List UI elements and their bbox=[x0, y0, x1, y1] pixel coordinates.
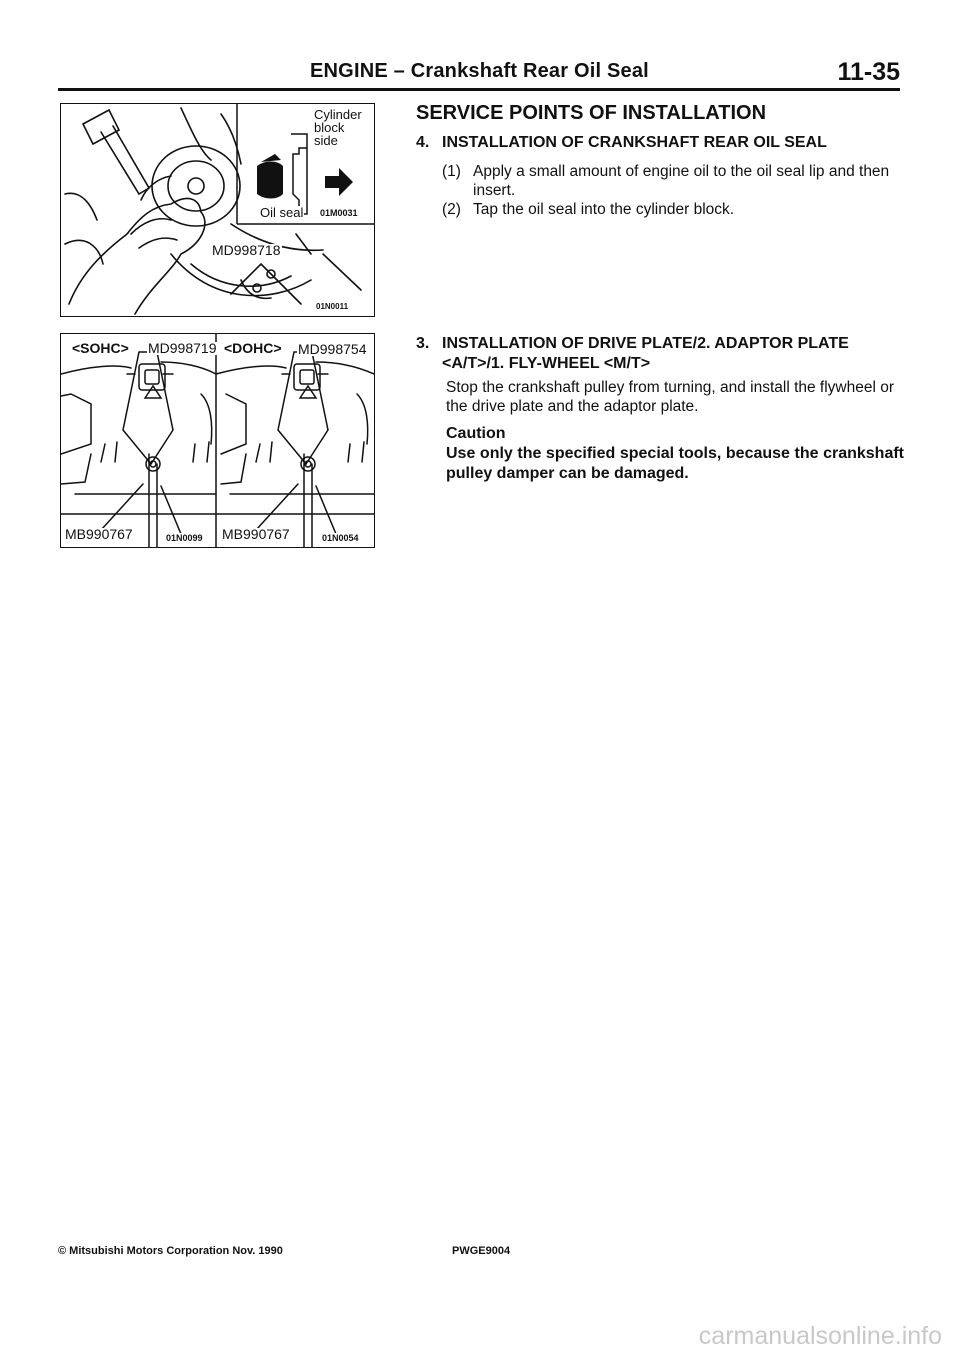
step-4-heading bbox=[416, 133, 827, 153]
section-title: SERVICE POINTS OF INSTALLATION bbox=[416, 102, 767, 124]
figure-code-main: 01N0011 bbox=[316, 302, 349, 311]
page-header bbox=[58, 58, 900, 91]
footer-code: PWGE9004 bbox=[452, 1245, 511, 1257]
item-number: (2) bbox=[442, 201, 461, 218]
caution-label: Caution bbox=[446, 425, 506, 442]
step-4-title: INSTALLATION OF CRANKSHAFT REAR OIL SEAL bbox=[442, 134, 827, 151]
figure-flywheel-tools bbox=[60, 333, 375, 548]
item-text: Apply a small amount of engine oil to the oil seal lip and then insert. bbox=[473, 163, 890, 199]
sohc-tool-mb990767-label: MB990767 bbox=[65, 526, 133, 542]
watermark: carmanualsonline.info bbox=[698, 1322, 942, 1350]
tool-md998718-label: MD998718 bbox=[212, 242, 281, 258]
step-3-title-line2: <A/T>/1. FLY-WHEEL <M/T> bbox=[442, 355, 651, 372]
caution-text: Use only the specified special tools, because the crankshaft pulley damper can be damaged. bbox=[446, 445, 904, 482]
step-4-item-1 bbox=[442, 162, 904, 200]
step-4-number: 4. bbox=[416, 134, 430, 151]
oil-seal-label: Oil seal bbox=[260, 205, 304, 220]
page-title: ENGINE – Crankshaft Rear Oil Seal bbox=[310, 60, 649, 82]
dohc-figure-code: 01N0054 bbox=[322, 533, 359, 543]
sohc-figure-code: 01N0099 bbox=[166, 533, 203, 543]
flywheel-tool-illustration bbox=[61, 334, 374, 547]
footer-copyright: © Mitsubishi Motors Corporation Nov. 1990 bbox=[58, 1245, 283, 1257]
step-3-number: 3. bbox=[416, 335, 430, 352]
step-3-title-line1: INSTALLATION OF DRIVE PLATE/2. ADAPTOR PLATE bbox=[442, 335, 849, 352]
step-4-item-2 bbox=[442, 200, 904, 219]
sohc-tool-md998719-label: MD998719 bbox=[148, 340, 217, 356]
sohc-label: <SOHC> bbox=[72, 340, 129, 356]
page-number: 11-35 bbox=[837, 58, 900, 86]
dohc-label: <DOHC> bbox=[224, 340, 282, 356]
item-text: Tap the oil seal into the cylinder block. bbox=[473, 201, 735, 218]
dohc-tool-md998754-label: MD998754 bbox=[298, 341, 367, 357]
figure-code-inset: 01M0031 bbox=[320, 208, 358, 218]
cylinder-block-side-label: Cylinder block side bbox=[314, 107, 362, 148]
dohc-tool-mb990767-label: MB990767 bbox=[222, 526, 290, 542]
step-3-heading bbox=[416, 334, 906, 374]
figure-oil-seal-installation bbox=[60, 103, 375, 317]
item-number: (1) bbox=[442, 163, 461, 180]
step-3-body: Stop the crankshaft pulley from turning, and install the flywheel or the drive plate and the adaptor plate. bbox=[446, 379, 895, 415]
